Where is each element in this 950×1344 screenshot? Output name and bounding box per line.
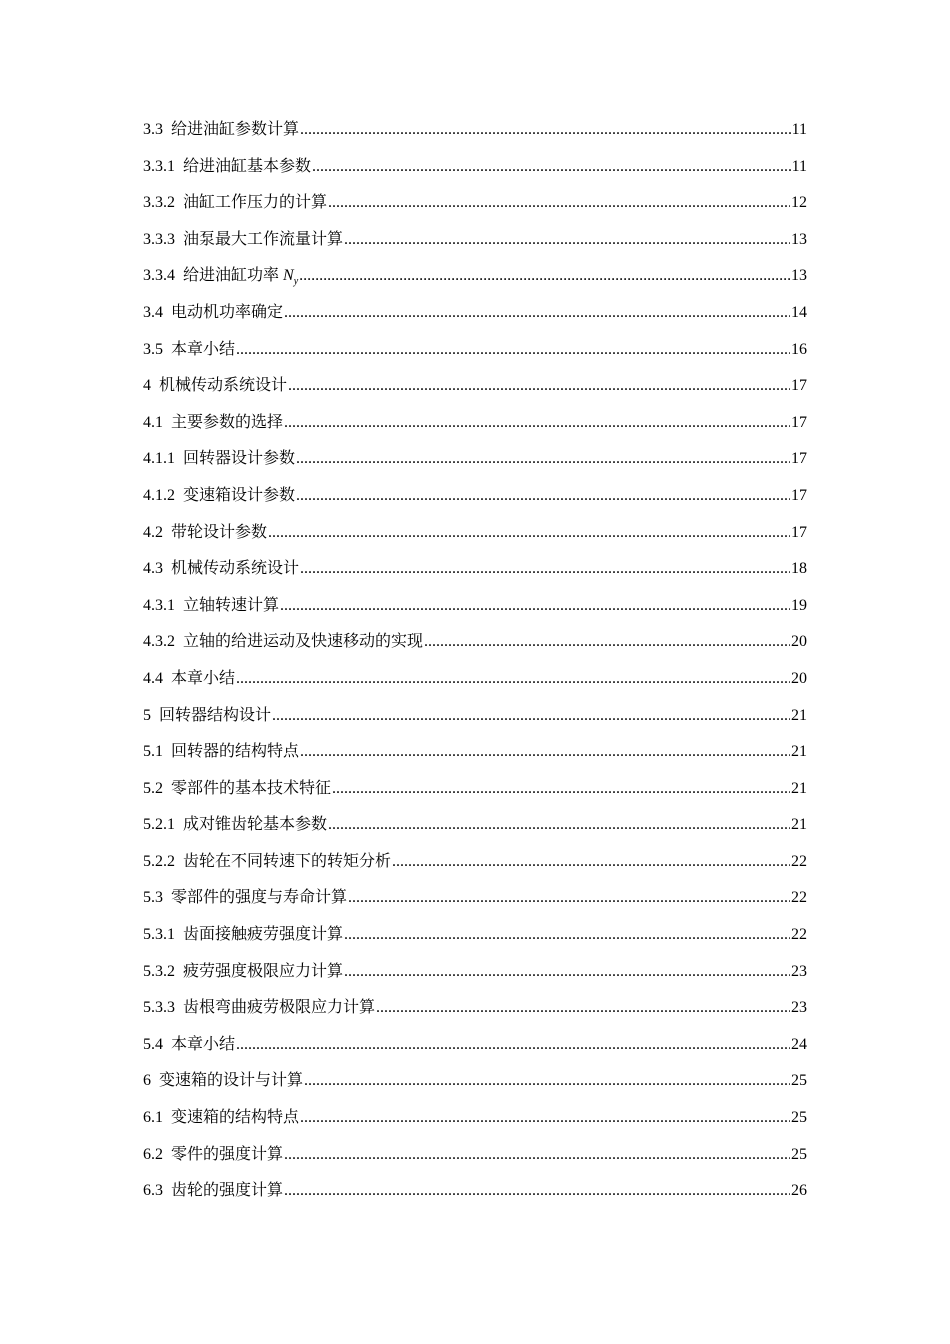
toc-section-number: 4.1.1 bbox=[143, 450, 175, 468]
toc-section-title: 给进油缸功率 N bbox=[183, 267, 294, 285]
toc-page-number: 25 bbox=[791, 1109, 807, 1127]
toc-page-number: 13 bbox=[791, 230, 807, 248]
toc-section-number: 3.3.4 bbox=[143, 267, 175, 285]
toc-section-title: 齿轮在不同转速下的转矩分析 bbox=[183, 852, 392, 870]
toc-dot-leader bbox=[348, 880, 790, 917]
toc-dot-leader bbox=[284, 295, 790, 332]
toc-entry-label bbox=[143, 844, 391, 881]
toc-entry[interactable] bbox=[143, 405, 807, 442]
toc-entry[interactable] bbox=[143, 917, 807, 954]
toc-section-title: 齿轮的强度计算 bbox=[171, 1182, 284, 1200]
toc-page-number: 17 bbox=[791, 413, 807, 431]
toc-entry[interactable] bbox=[143, 807, 807, 844]
toc-page-number: 17 bbox=[791, 450, 807, 468]
toc-section-number: 5.3 bbox=[143, 889, 163, 907]
toc-entry-label bbox=[143, 1100, 299, 1137]
toc-title-subscript: y bbox=[293, 276, 299, 288]
toc-entry-label bbox=[143, 1027, 235, 1064]
toc-entry[interactable] bbox=[143, 990, 807, 1027]
toc-entry-label bbox=[143, 624, 423, 661]
toc-entry[interactable] bbox=[143, 880, 807, 917]
toc-dot-leader bbox=[236, 1027, 790, 1064]
toc-entry-label bbox=[143, 441, 295, 478]
toc-section-number: 6.3 bbox=[143, 1182, 163, 1200]
toc-entry[interactable] bbox=[143, 771, 807, 808]
toc-page-number: 20 bbox=[791, 633, 807, 651]
toc-dot-leader bbox=[296, 441, 790, 478]
toc-section-number: 4 bbox=[143, 377, 151, 395]
toc-entry[interactable] bbox=[143, 441, 807, 478]
toc-page-number: 22 bbox=[791, 926, 807, 944]
toc-entry-label bbox=[143, 990, 375, 1027]
toc-page-number: 17 bbox=[791, 486, 807, 504]
toc-page-number: 12 bbox=[791, 194, 807, 212]
toc-dot-leader bbox=[236, 661, 790, 698]
toc-page-number: 14 bbox=[791, 303, 807, 321]
toc-entry-label bbox=[143, 771, 331, 808]
toc-section-title: 疲劳强度极限应力计算 bbox=[183, 962, 344, 980]
toc-dot-leader bbox=[328, 807, 790, 844]
toc-section-number: 5 bbox=[143, 706, 151, 724]
toc-section-number: 3.3.3 bbox=[143, 230, 175, 248]
toc-section-title: 立轴的给进运动及快速移动的实现 bbox=[183, 633, 424, 651]
toc-page-number: 24 bbox=[791, 1035, 807, 1053]
toc-dot-leader bbox=[332, 771, 790, 808]
toc-entry-label bbox=[143, 698, 271, 735]
toc-entry[interactable] bbox=[143, 149, 807, 186]
toc-dot-leader bbox=[424, 624, 790, 661]
toc-section-number: 3.3 bbox=[143, 121, 163, 138]
toc-dot-leader bbox=[344, 954, 790, 991]
toc-section-title: 立轴转速计算 bbox=[183, 596, 280, 614]
toc-entry[interactable] bbox=[143, 515, 807, 552]
toc-section-number: 4.1.2 bbox=[143, 486, 175, 504]
toc-dot-leader bbox=[284, 405, 790, 442]
toc-entry[interactable] bbox=[143, 1027, 807, 1064]
toc-section-title: 带轮设计参数 bbox=[171, 523, 268, 541]
toc-page-number: 23 bbox=[791, 962, 807, 980]
toc-entry-label bbox=[143, 807, 327, 844]
toc-section-title: 机械传动系统设计 bbox=[159, 377, 288, 395]
table-of-contents bbox=[143, 112, 807, 1210]
toc-section-number: 4.2 bbox=[143, 523, 163, 541]
toc-section-number: 3.4 bbox=[143, 303, 163, 321]
toc-page-number: 17 bbox=[791, 523, 807, 541]
toc-section-title: 机械传动系统设计 bbox=[171, 560, 300, 578]
toc-section-number: 3.3.1 bbox=[143, 157, 175, 175]
toc-page-number: 21 bbox=[791, 779, 807, 797]
toc-section-title: 回转器设计参数 bbox=[183, 450, 296, 468]
toc-entry[interactable] bbox=[143, 478, 807, 515]
toc-entry[interactable] bbox=[143, 258, 807, 295]
toc-page-number: 11 bbox=[791, 121, 807, 138]
toc-dot-leader bbox=[376, 990, 790, 1027]
toc-section-number: 4.4 bbox=[143, 669, 163, 687]
toc-entry[interactable] bbox=[143, 1100, 807, 1137]
toc-page-number: 17 bbox=[791, 377, 807, 395]
toc-entry[interactable] bbox=[143, 551, 807, 588]
toc-entry-label bbox=[143, 515, 267, 552]
toc-section-number: 5.4 bbox=[143, 1035, 163, 1053]
toc-entry[interactable] bbox=[143, 588, 807, 625]
toc-section-title: 主要参数的选择 bbox=[171, 413, 284, 431]
toc-section-number: 5.2.2 bbox=[143, 852, 175, 870]
toc-section-title: 零件的强度计算 bbox=[171, 1145, 284, 1163]
toc-entry-label bbox=[143, 149, 311, 186]
toc-section-title: 成对锥齿轮基本参数 bbox=[183, 816, 328, 834]
toc-page-number: 20 bbox=[791, 669, 807, 687]
toc-dot-leader bbox=[344, 917, 790, 954]
toc-entry[interactable] bbox=[143, 295, 807, 332]
toc-page-number: 21 bbox=[791, 743, 807, 761]
toc-section-title: 油缸工作压力的计算 bbox=[183, 194, 328, 212]
toc-page-number: 18 bbox=[791, 560, 807, 578]
toc-entry-label bbox=[143, 734, 299, 771]
toc-page-number: 26 bbox=[791, 1182, 807, 1200]
toc-dot-leader bbox=[236, 332, 790, 369]
toc-entry[interactable] bbox=[143, 954, 807, 991]
toc-entry-label bbox=[143, 661, 235, 698]
toc-section-number: 4.3.2 bbox=[143, 633, 175, 651]
toc-entry-label bbox=[143, 332, 235, 369]
toc-entry-label bbox=[143, 917, 343, 954]
toc-entry-label bbox=[143, 478, 295, 515]
toc-entry[interactable] bbox=[143, 1137, 807, 1174]
toc-entry[interactable] bbox=[143, 112, 807, 149]
toc-dot-leader bbox=[296, 478, 790, 515]
toc-page-number: 25 bbox=[791, 1145, 807, 1163]
toc-page-number: 11 bbox=[791, 157, 807, 175]
toc-page-number: 25 bbox=[791, 1072, 807, 1090]
toc-page-number: 23 bbox=[791, 999, 807, 1017]
toc-page-number: 19 bbox=[791, 596, 807, 614]
toc-section-title: 本章小结 bbox=[171, 340, 236, 358]
toc-dot-leader bbox=[284, 1137, 790, 1174]
toc-entry[interactable] bbox=[143, 698, 807, 735]
toc-section-title: 本章小结 bbox=[171, 669, 236, 687]
toc-section-number: 6.1 bbox=[143, 1109, 163, 1127]
toc-section-title: 零部件的强度与寿命计算 bbox=[171, 889, 348, 907]
toc-dot-leader bbox=[280, 588, 790, 625]
toc-dot-leader bbox=[300, 112, 791, 149]
toc-entry[interactable] bbox=[143, 661, 807, 698]
toc-page-number: 21 bbox=[791, 706, 807, 724]
toc-section-number: 4.3.1 bbox=[143, 596, 175, 614]
toc-dot-leader bbox=[328, 185, 790, 222]
toc-dot-leader bbox=[299, 258, 790, 295]
toc-dot-leader bbox=[284, 1173, 790, 1210]
toc-section-number: 5.2.1 bbox=[143, 816, 175, 834]
toc-page-number: 21 bbox=[791, 816, 807, 834]
toc-entry-label bbox=[143, 295, 283, 332]
toc-entry-label bbox=[143, 551, 299, 588]
toc-page-number: 16 bbox=[791, 340, 807, 358]
toc-entry[interactable] bbox=[143, 368, 807, 405]
toc-dot-leader bbox=[300, 1100, 790, 1137]
toc-section-title: 变速箱设计参数 bbox=[183, 486, 296, 504]
toc-section-title: 给进油缸基本参数 bbox=[183, 157, 312, 175]
toc-section-title: 电动机功率确定 bbox=[171, 303, 284, 321]
toc-page-number: 22 bbox=[791, 852, 807, 870]
toc-section-number: 5.1 bbox=[143, 743, 163, 761]
toc-dot-leader bbox=[268, 515, 790, 552]
toc-dot-leader bbox=[300, 734, 790, 771]
toc-dot-leader bbox=[300, 551, 790, 588]
toc-section-title: 零部件的基本技术特征 bbox=[171, 779, 332, 797]
toc-entry[interactable] bbox=[143, 1173, 807, 1210]
toc-dot-leader bbox=[392, 844, 790, 881]
toc-section-number: 5.3.2 bbox=[143, 962, 175, 980]
toc-section-number: 5.3.3 bbox=[143, 999, 175, 1017]
toc-entry-label bbox=[143, 588, 279, 625]
toc-section-number: 4.3 bbox=[143, 560, 163, 578]
toc-section-number: 5.2 bbox=[143, 779, 163, 797]
toc-section-title: 回转器的结构特点 bbox=[171, 743, 300, 761]
toc-entry-label bbox=[143, 222, 343, 259]
toc-entry[interactable] bbox=[143, 1063, 807, 1100]
toc-section-title: 齿面接触疲劳强度计算 bbox=[183, 926, 344, 944]
toc-section-title: 回转器结构设计 bbox=[159, 706, 272, 724]
toc-section-title: 变速箱的结构特点 bbox=[171, 1109, 300, 1127]
toc-dot-leader bbox=[312, 149, 791, 186]
toc-section-title: 本章小结 bbox=[171, 1035, 236, 1053]
toc-entry-label bbox=[143, 1137, 283, 1174]
toc-section-number: 4.1 bbox=[143, 413, 163, 431]
toc-section-title: 变速箱的设计与计算 bbox=[159, 1072, 304, 1090]
toc-entry-label bbox=[143, 1173, 283, 1210]
toc-dot-leader bbox=[288, 368, 790, 405]
toc-entry-label bbox=[143, 1063, 303, 1100]
toc-entry[interactable] bbox=[143, 332, 807, 369]
toc-entry[interactable] bbox=[143, 222, 807, 259]
toc-dot-leader bbox=[344, 222, 790, 259]
toc-entry[interactable] bbox=[143, 844, 807, 881]
toc-list bbox=[143, 112, 807, 1210]
toc-entry-label bbox=[143, 112, 299, 149]
toc-section-title: 齿根弯曲疲劳极限应力计算 bbox=[183, 999, 376, 1017]
toc-dot-leader bbox=[272, 698, 790, 735]
toc-entry-label bbox=[143, 880, 347, 917]
toc-page-number: 22 bbox=[791, 889, 807, 907]
toc-page-number: 13 bbox=[791, 267, 807, 285]
toc-entry[interactable] bbox=[143, 185, 807, 222]
toc-section-title: 给进油缸参数计算 bbox=[171, 121, 300, 138]
toc-section-number: 5.3.1 bbox=[143, 926, 175, 944]
toc-entry[interactable] bbox=[143, 624, 807, 661]
toc-entry-label bbox=[143, 368, 287, 405]
toc-entry-label bbox=[143, 954, 343, 991]
toc-section-number: 3.3.2 bbox=[143, 194, 175, 212]
toc-dot-leader bbox=[304, 1063, 790, 1100]
toc-section-number: 6 bbox=[143, 1072, 151, 1090]
toc-entry[interactable] bbox=[143, 734, 807, 771]
toc-entry-label bbox=[143, 405, 283, 442]
toc-section-number: 6.2 bbox=[143, 1145, 163, 1163]
toc-section-title: 油泵最大工作流量计算 bbox=[183, 230, 344, 248]
toc-entry-label bbox=[143, 185, 327, 222]
toc-section-number: 3.5 bbox=[143, 340, 163, 358]
